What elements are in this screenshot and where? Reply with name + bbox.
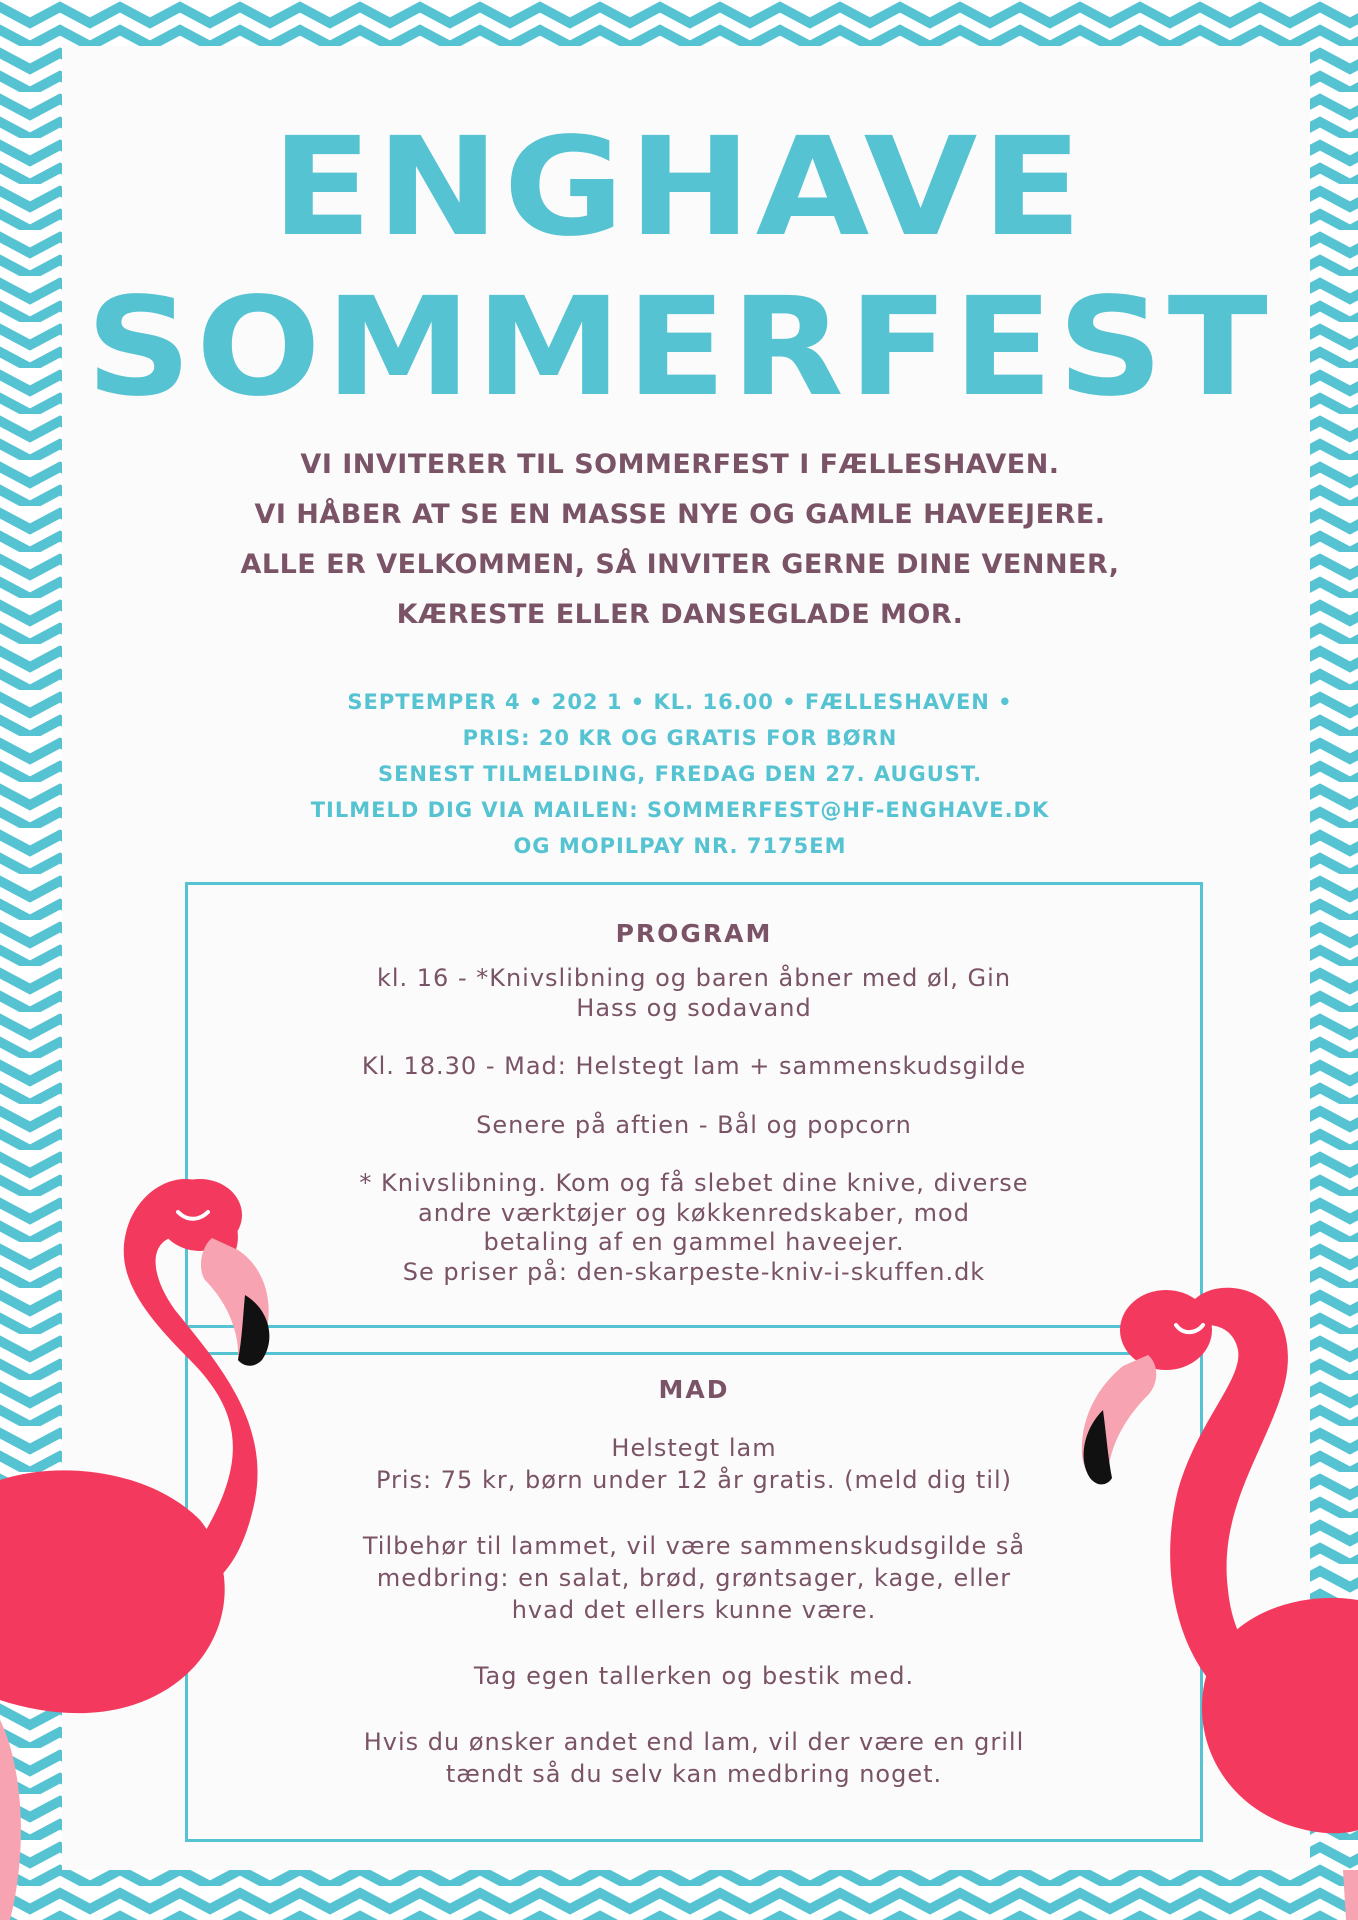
mad-line: Tilbehør til lammet, vil være sammenskudsgilde så [362,1532,1026,1560]
program-item: kl. 16 - *Knivslibning og baren åbner med øl, Gin [376,964,1012,992]
program-body [188,964,1200,1287]
program-box [185,882,1203,1328]
mad-line: medbring: en salat, brød, grøntsager, kage, eller [376,1564,1012,1592]
event-deadline-line: SENEST TILMELDING, FREDAG DEN 27. AUGUST. [377,762,983,786]
mad-body [188,1432,1200,1790]
event-price-line: PRIS: 20 KR OG GRATIS FOR BØRN [462,726,898,750]
title-line-2: SOMMERFEST [85,269,1273,427]
program-note: * Knivslibning. Kom og få slebet dine knive, diverse [359,1169,1029,1197]
program-item: Senere på aftien - Bål og popcorn [476,1110,912,1139]
mad-line: hvad det ellers kunne være. [511,1596,877,1624]
program-note: andre værktøjer og køkkenredskaber, mod [418,1198,970,1227]
mad-line: Pris: 75 kr, børn under 12 år gratis. (meld dig til) [375,1466,1013,1494]
flamingo-left-icon [0,1160,290,1920]
program-item: Hass og sodavand [576,993,812,1022]
event-date-line: SEPTEMPER 4 • 202 1 • KL. 16.00 • FÆLLESHAVEN • [347,690,1013,714]
mad-line: tændt så du selv kan medbring noget. [445,1760,943,1788]
program-note: betaling af en gammel haveejer. [483,1228,905,1256]
event-info [180,684,1180,864]
program-link[interactable]: Se priser på: den-skarpeste-kniv-i-skuffen.dk [402,1257,986,1286]
program-item: Kl. 18.30 - Mad: Helstegt lam + sammenskudsgilde [361,1052,1027,1080]
intro-line: KÆRESTE ELLER DANSEGLADE MOR. [396,599,964,630]
title-line-1: ENGHAVE [271,109,1087,267]
mad-box [185,1352,1203,1842]
event-signup-line[interactable]: TILMELD DIG VIA MAILEN: SOMMERFEST@HF-ENGHAVE.DK [310,798,1050,822]
mad-line: Tag egen tallerken og bestik med. [473,1662,915,1690]
intro-line: ALLE ER VELKOMMEN, SÅ INVITER GERNE DINE VENNER, [240,549,1120,580]
mad-line: Helstegt lam [611,1434,777,1462]
flamingo-right-icon [1068,1270,1358,1920]
intro-line: VI INVITERER TIL SOMMERFEST I FÆLLESHAVEN. [300,449,1060,480]
intro-line: VI HÅBER AT SE EN MASSE NYE OG GAMLE HAVEEJERE. [254,499,1106,530]
intro-text [180,440,1180,640]
program-heading: PROGRAM [615,919,773,948]
event-mobilepay-line: OG MOPILPAY NR. 7175EM [513,834,847,858]
mad-line: Hvis du ønsker andet end lam, vil der være en grill [363,1728,1025,1756]
mad-heading: MAD [658,1375,730,1404]
